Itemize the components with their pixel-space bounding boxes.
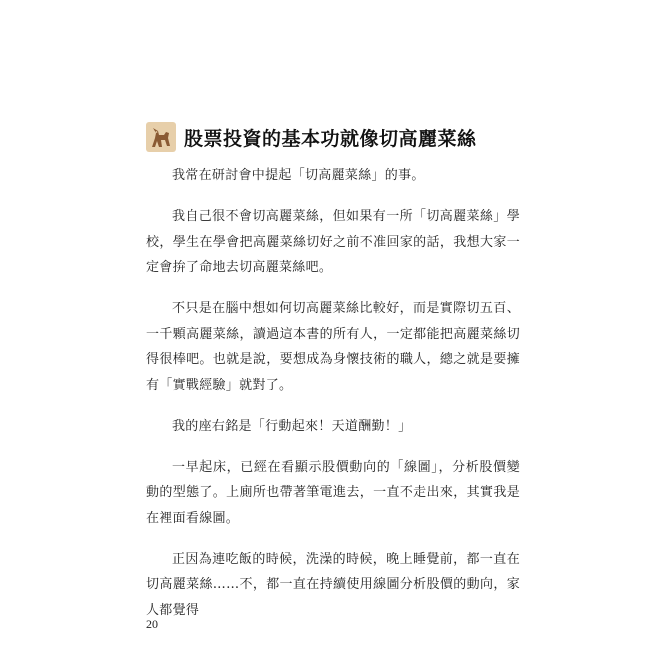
body-text [146,163,520,639]
paragraph: 一早起床，已經在看顯示股價動向的「線圖」，分析股價變動的型態了。上廁所也帶著筆電進去，一直不走出來，其實我是在裡面看線圖。 [146,459,520,526]
section-title: 股票投資的基本功就像切高麗菜絲 [184,127,477,150]
paragraph: 不只是在腦中想如何切高麗菜絲比較好，而是實際切五百、一千顆高麗菜絲，讀過這本書的所有人，一定都能把高麗菜絲切得很棒吧。也就是說，要想成為身懷技術的職人，總之就是要擁有「實戰經驗」就對了。 [146,301,520,393]
paragraph: 我的座右銘是「行動起來！天道酬勤！」 [172,418,412,434]
section-heading [146,122,477,152]
page-number: 20 [146,617,158,631]
paragraph: 我常在研討會中提起「切高麗菜絲」的事。 [172,168,425,183]
dog-icon [146,122,176,152]
paragraph: 我自己很不會切高麗菜絲，但如果有一所「切高麗菜絲」學校，學生在學會把高麗菜絲切好之前不准回家的話，我想大家一定會拚了命地去切高麗菜絲吧。 [146,209,520,275]
dog-icon-graphic [149,125,173,149]
paragraph: 正因為連吃飯的時候，洗澡的時候，晚上睡覺前，都一直在切高麗菜絲……不，都一直在持續使用線圖分析股價的動向，家人都覺得 [146,551,520,618]
